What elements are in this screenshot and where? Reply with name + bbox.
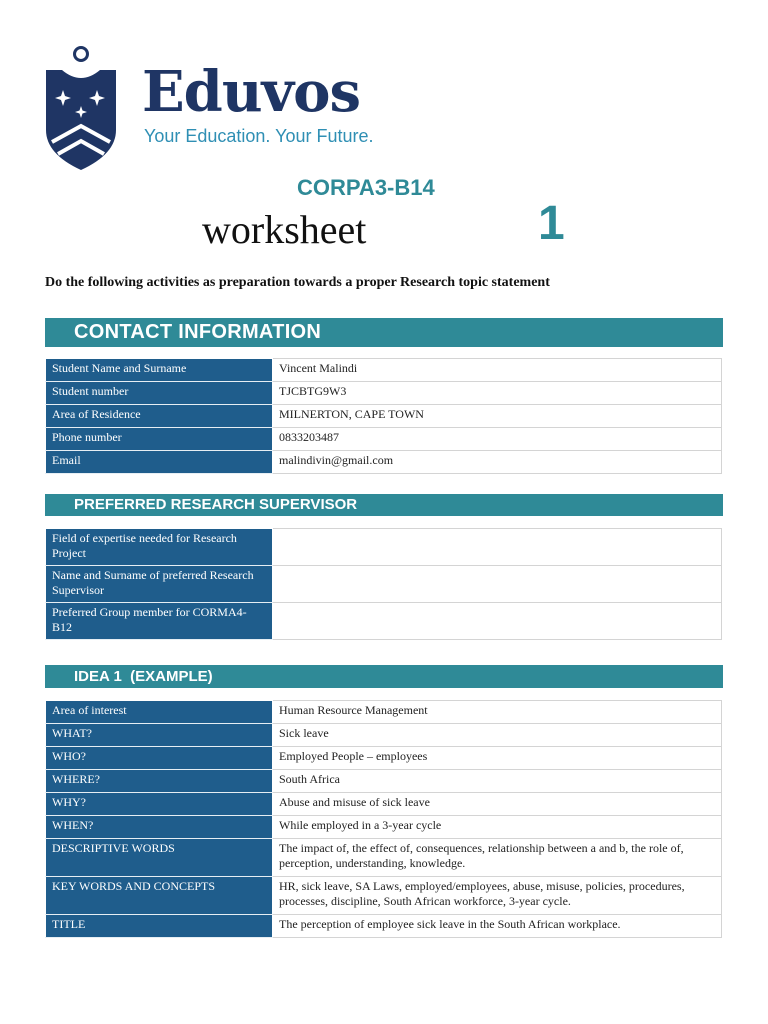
row-label: WHY? bbox=[46, 793, 273, 816]
row-value[interactable]: Human Resource Management bbox=[273, 701, 722, 724]
table-row bbox=[46, 816, 722, 839]
table-row bbox=[46, 770, 722, 793]
table-row bbox=[46, 915, 722, 938]
row-label: WHEN? bbox=[46, 816, 273, 839]
row-label: WHO? bbox=[46, 747, 273, 770]
row-label: Preferred Group member for CORMA4-B12 bbox=[46, 603, 273, 640]
brand-name: Eduvos bbox=[142, 59, 360, 125]
table-row bbox=[46, 382, 722, 405]
row-label: WHAT? bbox=[46, 724, 273, 747]
idea-section-heading: IDEA 1 (EXAMPLE) bbox=[45, 665, 723, 688]
shield-logo-icon bbox=[44, 46, 118, 172]
row-value[interactable]: Abuse and misuse of sick leave bbox=[273, 793, 722, 816]
row-label: TITLE bbox=[46, 915, 273, 938]
table-row bbox=[46, 529, 722, 566]
table-row bbox=[46, 839, 722, 877]
table-row bbox=[46, 877, 722, 915]
row-label: Phone number bbox=[46, 428, 273, 451]
row-label: KEY WORDS AND CONCEPTS bbox=[46, 877, 273, 915]
row-value[interactable]: South Africa bbox=[273, 770, 722, 793]
row-value[interactable]: MILNERTON, CAPE TOWN bbox=[273, 405, 722, 428]
table-row bbox=[46, 359, 722, 382]
table-row bbox=[46, 793, 722, 816]
row-label: Student number bbox=[46, 382, 273, 405]
row-label: DESCRIPTIVE WORDS bbox=[46, 839, 273, 877]
row-value[interactable] bbox=[273, 603, 722, 640]
idea-table bbox=[45, 700, 722, 938]
table-row bbox=[46, 405, 722, 428]
row-value[interactable] bbox=[273, 529, 722, 566]
row-value[interactable]: 0833203487 bbox=[273, 428, 722, 451]
contact-table bbox=[45, 358, 722, 474]
row-label: Area of interest bbox=[46, 701, 273, 724]
row-value[interactable]: While employed in a 3-year cycle bbox=[273, 816, 722, 839]
row-label: Name and Surname of preferred Research Supervisor bbox=[46, 566, 273, 603]
table-row bbox=[46, 603, 722, 640]
table-row bbox=[46, 428, 722, 451]
row-label: Student Name and Surname bbox=[46, 359, 273, 382]
contact-section-heading: CONTACT INFORMATION bbox=[45, 318, 723, 347]
row-value[interactable]: The perception of employee sick leave in the South African workplace. bbox=[273, 915, 722, 938]
worksheet-title: worksheet bbox=[202, 207, 367, 252]
brand-tagline: Your Education. Your Future. bbox=[144, 126, 374, 146]
eduvos-logo bbox=[44, 46, 384, 172]
course-code: CORPA3-B14 bbox=[297, 175, 435, 200]
row-label: Email bbox=[46, 451, 273, 474]
worksheet-number: 1 bbox=[538, 197, 565, 250]
table-row bbox=[46, 451, 722, 474]
table-row bbox=[46, 566, 722, 603]
table-row bbox=[46, 724, 722, 747]
row-value[interactable]: TJCBTG9W3 bbox=[273, 382, 722, 405]
supervisor-table bbox=[45, 528, 722, 640]
table-row bbox=[46, 701, 722, 724]
row-value[interactable] bbox=[273, 566, 722, 603]
row-label: WHERE? bbox=[46, 770, 273, 793]
row-value[interactable]: Employed People – employees bbox=[273, 747, 722, 770]
row-value[interactable]: The impact of, the effect of, consequences, relationship between a and b, the role of, perception, understanding, knowledge. bbox=[273, 839, 722, 877]
table-row bbox=[46, 747, 722, 770]
supervisor-section-heading: PREFERRED RESEARCH SUPERVISOR bbox=[45, 494, 723, 516]
row-value[interactable]: Sick leave bbox=[273, 724, 722, 747]
row-label: Field of expertise needed for Research Project bbox=[46, 529, 273, 566]
row-value[interactable]: HR, sick leave, SA Laws, employed/employees, abuse, misuse, policies, procedures, processes, discipline, South African workforce, 3-year cycle. bbox=[273, 877, 722, 915]
row-value[interactable]: Vincent Malindi bbox=[273, 359, 722, 382]
row-value[interactable]: malindivin@gmail.com bbox=[273, 451, 722, 474]
instruction-text: Do the following activities as preparation towards a proper Research topic statement bbox=[45, 275, 550, 290]
row-label: Area of Residence bbox=[46, 405, 273, 428]
